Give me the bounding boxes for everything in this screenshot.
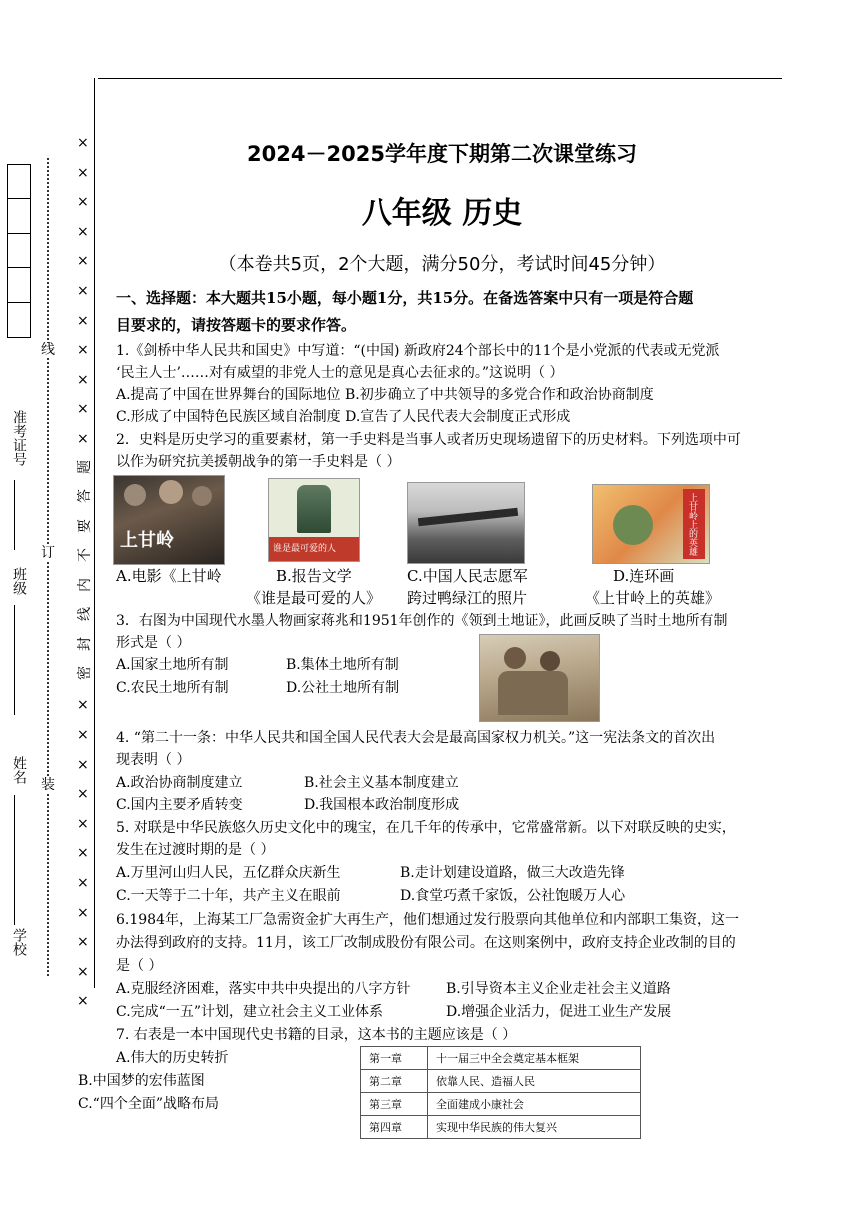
class-label: 班级 [11,567,27,595]
comic-book-title: 上甘岭上的英雄 [687,493,697,556]
q4-option-a: A.政治协商制度建立 [116,775,243,791]
x-mark: × [77,993,89,1010]
q3-stem-line2: 形式是（ ） [116,635,191,651]
q6-option-c: C.完成“一五”计划，建立社会主义工业体系 [116,1004,383,1020]
chapter-cell: 第四章 [361,1116,428,1139]
chapter-cell: 第二章 [361,1070,428,1093]
q2-option-d: D.连环画 [613,567,675,585]
table-row [361,1070,641,1093]
q5-option-c: C.一天等于二十年，共产主义在眼前 [116,888,341,904]
section-heading-line2: 目要求的，请按答题卡的要求作答。 [116,316,357,334]
x-mark: × [77,371,89,388]
q6-option-a: A.克服经济困难，落实中共中央提出的八字方针 [116,981,411,997]
q5-option-b: B.走计划建设道路，做三大改造先锋 [400,865,625,881]
q1-stem-line1: 1.《剑桥中华人民共和国史》中写道：“(中国) 新政府24个部长中的11个是小党派的代表或无党派 [116,343,720,359]
film-poster-image [113,475,225,565]
land-certificate-painting [479,634,600,722]
table-row [361,1116,641,1139]
x-mark: × [77,756,89,773]
table-row [361,1047,641,1070]
book-cover-title: 谁是最可爱的人 [273,544,337,554]
x-mark: × [77,697,89,714]
book-contents-table [360,1046,641,1139]
q2-option-a: A.电影《上甘岭 [116,567,222,585]
top-rule [98,78,782,79]
exam-number-line[interactable] [14,480,15,550]
subject-title: 八年级 历史 [361,196,523,231]
seal-char: 内 [77,578,93,592]
q2-stem-line2: 以作为研究抗美援朝战争的第一手史料是（ ） [116,454,401,470]
x-mark: × [77,401,89,418]
name-label: 姓名 [11,756,27,784]
q7-stem: 7. 右表是一本中国现代史书籍的目录，这本书的主题应该是（ ） [116,1027,517,1043]
x-mark: × [77,164,89,181]
x-mark: × [77,312,89,329]
q3-option-d: D.公社土地所有制 [286,680,400,696]
x-mark: × [77,194,89,211]
q2-option-c-line2: 跨过鸭绿江的照片 [407,589,528,607]
q3-option-a: A.国家土地所有制 [116,657,229,673]
book-cover-image [268,478,360,562]
x-mark: × [77,135,89,151]
seal-char: 密 [77,666,93,680]
x-mark: × [77,283,89,299]
volunteer-army-photo [407,482,525,564]
seal-char: 不 [77,548,93,562]
x-mark: × [77,786,89,803]
q3-stem-line1: 3．右图为中国现代水墨人物画家蒋兆和1951年创作的《领到土地证》，此画反映了当时土地所有制 [116,613,728,629]
q5-option-d: D.食堂巧煮千家饭，公社饱暖万人心 [400,888,626,904]
q5-stem-line2: 发生在过渡时期的是（ ） [116,842,275,858]
chapter-title-cell: 实现中华民族的伟大复兴 [428,1116,641,1139]
school-line[interactable] [14,855,15,925]
q2-option-d-title: 《上甘岭上的英雄》 [585,589,721,607]
exam-title: 2024－2025学年度下期第二次课堂练习 [247,142,637,166]
section-heading-line1: 一、选择题：本大题共15小题，每小题1分，共15分。在备选答案中只有一项是符合题 [116,289,694,307]
chapter-title-cell: 全面建成小康社会 [428,1093,641,1116]
q4-option-c: C.国内主要矛盾转变 [116,797,243,813]
q4-stem-line1: 4. “第二十一条：中华人民共和国全国人民代表大会是最高国家权力机关。”这一宪法条文的首次出 [116,730,716,746]
x-mark: × [77,904,89,921]
q4-stem-line2: 现表明（ ） [116,752,191,768]
chapter-cell: 第三章 [361,1093,428,1116]
binding-label-xian: 线 [41,342,55,358]
q6-stem-line3: 是（ ） [116,958,163,974]
table-row [361,1093,641,1116]
q2-option-c: C.中国人民志愿军 [407,567,528,585]
q7-option-c: C.“四个全面”战略布局 [78,1096,219,1112]
seal-char: 要 [77,519,93,533]
x-mark: × [77,934,89,951]
q2-option-b: B.报告文学 [276,567,352,585]
q6-stem-line1: 6.1984年，上海某工厂急需资金扩大再生产，他们想通过发行股票向其他单位和内部职工集资，这一 [116,912,739,928]
seal-char: 答 [77,489,93,503]
q4-option-d: D.我国根本政治制度形成 [304,797,460,813]
q6-stem-line2: 办法得到政府的支持。11月，该工厂改制成股份有限公司。在这则案例中，政府支持企业改制的目的 [116,935,736,951]
seal-char: 线 [77,607,93,621]
binding-rule [94,78,95,988]
class-line[interactable] [14,605,15,715]
q3-option-c: C.农民土地所有制 [116,680,229,696]
seal-char: 题 [77,460,93,474]
binding-dotted-line [47,158,49,976]
exam-note: （本卷共5页，2个大题，满分50分，考试时间45分钟） [218,254,666,275]
q6-option-d: D.增强企业活力，促进工业生产发展 [446,1004,672,1020]
q3-option-b: B.集体土地所有制 [286,657,399,673]
chapter-cell: 第一章 [361,1047,428,1070]
x-mark: × [77,963,89,980]
chapter-title-cell: 十一届三中全会奠定基本框架 [428,1047,641,1070]
x-mark: × [77,815,89,832]
q2-option-b-title: 《谁是最可爱的人》 [246,589,382,607]
school-label: 学校 [11,928,27,956]
binding-label-ding: 订 [41,545,55,561]
comic-book-image [592,484,710,564]
x-mark: × [77,342,89,359]
q1-stem-line2: ‘民主人士’……对有威望的非党人士的意见是真心去征求的。”这说明（ ） [116,365,564,381]
q7-option-b: B.中国梦的宏伟蓝图 [78,1073,205,1089]
x-mark: × [77,727,89,743]
seal-char: 封 [77,637,93,651]
x-mark: × [77,875,89,891]
x-mark: × [77,253,89,270]
exam-number-boxes [7,164,31,338]
q6-option-b: B.引导资本主义企业走社会主义道路 [446,981,671,997]
q5-option-a: A.万里河山归人民，五亿群众庆新生 [116,865,341,881]
q1-options-line2: C.形成了中国特色民族区域自治制度 D.宣告了人民代表大会制度正式形成 [116,409,571,425]
q1-options-line1: A.提高了中国在世界舞台的国际地位 B.初步确立了中共领导的多党合作和政治协商制度 [116,387,654,403]
film-poster-title: 上甘岭 [120,530,174,551]
q5-stem-line1: 5. 对联是中华民族悠久历史文化中的瑰宝，在几千年的传承中，它常盛常新。以下对联反映的史实， [116,820,736,836]
q2-stem-line1: 2．史料是历史学习的重要素材，第一手史料是当事人或者历史现场遗留下的历史材料。下列选项中可 [116,432,741,448]
q4-option-b: B.社会主义基本制度建立 [304,775,459,791]
exam-number-label: 准考证号 [11,410,27,466]
x-mark: × [77,431,89,447]
x-mark: × [77,223,89,240]
q7-option-a: A.伟大的历史转折 [116,1050,229,1066]
x-mark: × [77,845,89,862]
binding-label-zhuang: 装 [41,777,55,793]
chapter-title-cell: 依靠人民、造福人民 [428,1070,641,1093]
